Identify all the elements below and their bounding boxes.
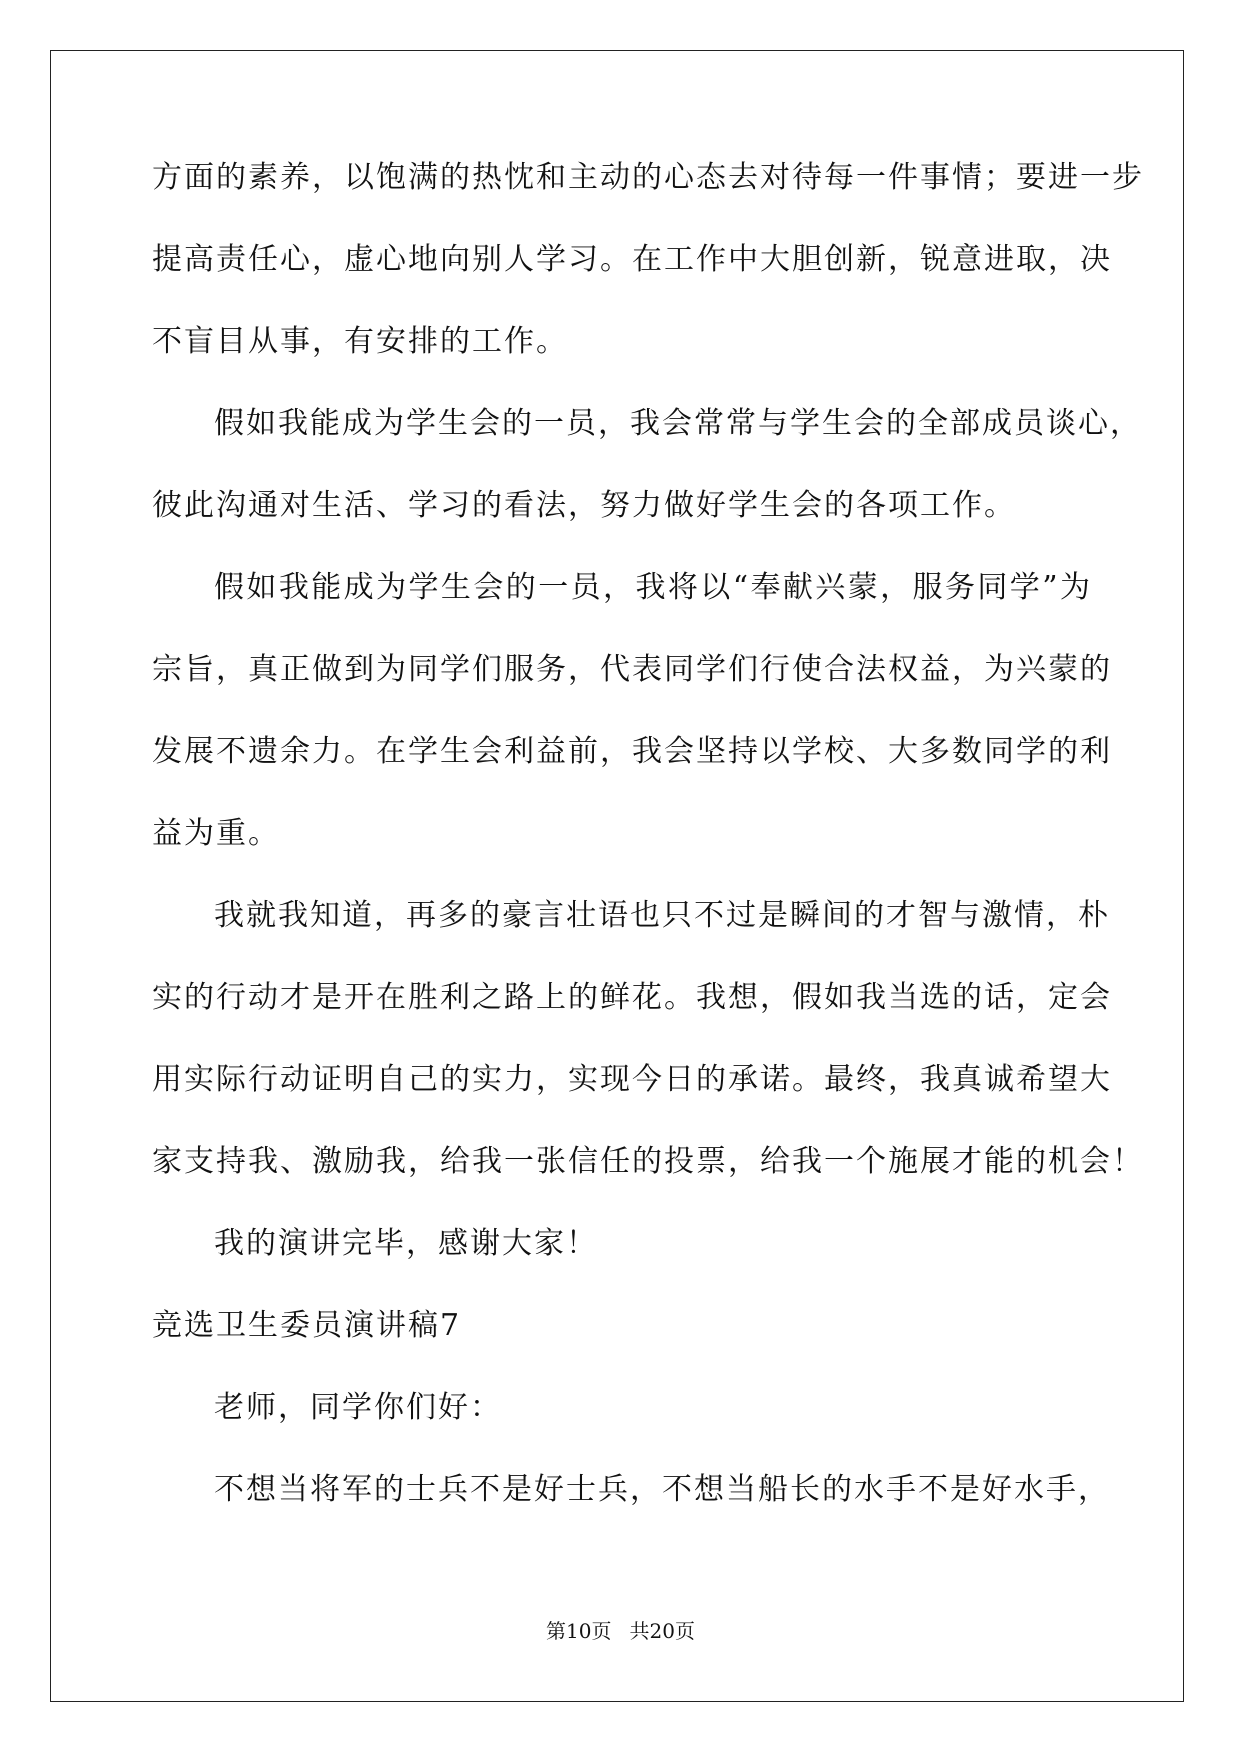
paragraph-start-line: 假如我能成为学生会的一员，我会常常与学生会的全部成员谈心，	[214, 406, 1142, 441]
paragraph-start-line: 假如我能成为学生会的一员，我将以“奉献兴蒙，服务同学”为	[214, 570, 1092, 605]
section-title: 竞选卫生委员演讲稿7	[152, 1308, 462, 1343]
body-line: 实的行动才是开在胜利之路上的鲜花。我想，假如我当选的话，定会	[152, 980, 1112, 1015]
paragraph-start-line: 我就我知道，再多的豪言壮语也只不过是瞬间的才智与激情，朴	[214, 898, 1110, 933]
page-total: 共20页	[629, 1619, 695, 1643]
page-footer	[0, 1619, 1241, 1643]
greeting-line: 老师，同学你们好：	[214, 1390, 502, 1425]
page-number: 第10页	[546, 1619, 612, 1643]
paragraph-start-line: 我的演讲完毕，感谢大家！	[214, 1226, 598, 1261]
body-line: 益为重。	[152, 816, 280, 851]
body-line: 发展不遗余力。在学生会利益前，我会坚持以学校、大多数同学的利	[152, 734, 1112, 769]
body-line: 家支持我、激励我，给我一张信任的投票，给我一个施展才能的机会！	[152, 1144, 1144, 1179]
paragraph-start-line: 不想当将军的士兵不是好士兵，不想当船长的水手不是好水手，	[214, 1472, 1110, 1507]
body-line: 不盲目从事，有安排的工作。	[152, 324, 568, 359]
body-line: 彼此沟通对生活、学习的看法，努力做好学生会的各项工作。	[152, 488, 1016, 523]
body-line: 用实际行动证明自己的实力，实现今日的承诺。最终，我真诚希望大	[152, 1062, 1112, 1097]
body-line: 宗旨，真正做到为同学们服务，代表同学们行使合法权益，为兴蒙的	[152, 652, 1112, 687]
body-line: 方面的素养，以饱满的热忱和主动的心态去对待每一件事情；要进一步	[152, 160, 1144, 195]
document-body	[152, 158, 1144, 1552]
body-line: 提高责任心，虚心地向别人学习。在工作中大胆创新，锐意进取，决	[152, 242, 1112, 277]
